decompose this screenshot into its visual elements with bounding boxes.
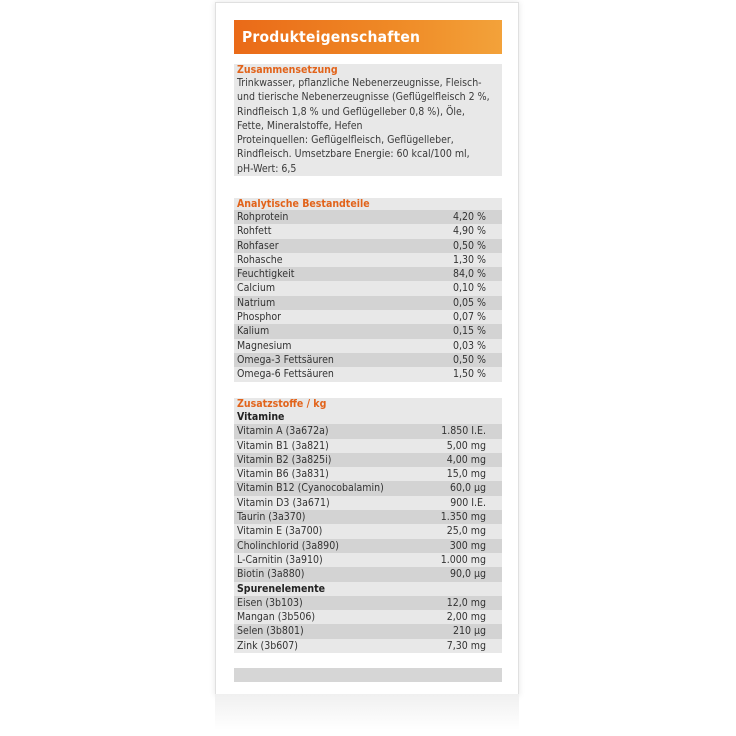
- row-value: 0,03 %: [452, 339, 486, 352]
- row-label: Rohfett: [237, 225, 272, 238]
- row-label: Biotin (3a880): [237, 568, 305, 581]
- row-value: 2,00 mg: [446, 611, 486, 624]
- row-value: 15,0 mg: [446, 468, 486, 481]
- row-value: 0,50 %: [452, 353, 486, 366]
- row-label: Vitamin A (3a672a): [237, 425, 329, 438]
- table-row: [234, 253, 502, 267]
- composition-line: Trinkwasser, pflanzliche Nebenerzeugnisse, Fleisch-: [237, 77, 482, 89]
- row-value: 300 mg: [449, 539, 486, 552]
- additives-title: Zusatzstoffe / kg: [237, 398, 327, 410]
- table-row: [234, 267, 502, 281]
- table-row: [234, 624, 502, 638]
- row-value: 4,20 %: [452, 211, 486, 223]
- row-label: Vitamin B1 (3a821): [237, 439, 329, 452]
- table-row: [234, 296, 502, 310]
- trace-elements-subheading: Spurenelemente: [237, 582, 326, 595]
- composition-title: Zusammensetzung: [237, 64, 338, 76]
- row-label: Vitamin D3 (3a671): [237, 496, 330, 509]
- table-row: [234, 439, 502, 453]
- composition-line: Rindfleisch. Umsetzbare Energie: 60 kcal/100 ml,: [237, 148, 470, 161]
- row-value: 90,0 µg: [449, 568, 486, 581]
- table-row: [234, 553, 502, 567]
- table-row: [234, 610, 502, 624]
- row-label: Mangan (3b506): [237, 611, 316, 624]
- row-label: Selen (3b801): [237, 625, 304, 638]
- row-value: 84,0 %: [452, 268, 486, 281]
- row-value: 25,0 mg: [446, 525, 486, 538]
- page-title: Produkteigenschaften: [234, 20, 502, 54]
- row-value: 0,15 %: [452, 325, 486, 338]
- row-label: Calcium: [237, 282, 276, 295]
- table-row: [234, 481, 502, 495]
- product-info-card: [215, 2, 519, 696]
- row-value: 12,0 mg: [446, 596, 486, 609]
- footer-bar: [234, 668, 502, 682]
- analytics-table: [234, 210, 502, 382]
- row-value: 1,30 %: [452, 253, 486, 266]
- composition-line: pH-Wert: 6,5: [237, 162, 297, 175]
- table-row: [234, 367, 502, 381]
- row-label: Feuchtigkeit: [237, 268, 295, 281]
- row-label: Rohfaser: [237, 239, 279, 252]
- table-row: [234, 496, 502, 510]
- row-value: 0,07 %: [452, 311, 486, 324]
- table-row: [234, 239, 502, 253]
- row-label: Vitamin B2 (3a825i): [237, 453, 332, 466]
- composition-line: Fette, Mineralstoffe, Hefen: [237, 119, 363, 132]
- table-row: [234, 210, 502, 224]
- row-label: Eisen (3b103): [237, 596, 303, 609]
- row-label: Rohasche: [237, 253, 283, 266]
- table-row: [234, 596, 502, 610]
- row-value: 0,10 %: [452, 282, 486, 295]
- table-row: [234, 281, 502, 295]
- additives-section: [234, 398, 502, 653]
- table-row: [234, 453, 502, 467]
- row-value: 1.850 I.E.: [441, 425, 486, 438]
- table-row: [234, 567, 502, 581]
- table-row: [234, 539, 502, 553]
- row-value: 0,50 %: [452, 239, 486, 252]
- row-label: Phosphor: [237, 311, 282, 324]
- vitamins-table: [234, 424, 502, 581]
- analytics-section: [234, 198, 502, 382]
- row-label: Natrium: [237, 296, 276, 309]
- table-row: [234, 467, 502, 481]
- row-label: Vitamin E (3a700): [237, 525, 323, 538]
- row-label: Rohprotein: [237, 211, 289, 223]
- card-shadow: [215, 694, 519, 730]
- analytics-title: Analytische Bestandteile: [237, 198, 370, 210]
- row-label: Omega-3 Fettsäuren: [237, 353, 334, 366]
- table-row: [234, 339, 502, 353]
- row-label: Cholinchlorid (3a890): [237, 539, 339, 552]
- table-row: [234, 510, 502, 524]
- row-value: 60,0 µg: [449, 482, 486, 495]
- row-label: Omega-6 Fettsäuren: [237, 368, 334, 381]
- row-label: Zink (3b607): [237, 639, 298, 652]
- vitamins-subheading: Vitamine: [237, 411, 285, 423]
- row-label: Kalium: [237, 325, 270, 338]
- row-label: Magnesium: [237, 339, 292, 352]
- table-row: [234, 224, 502, 238]
- row-label: Vitamin B6 (3a831): [237, 468, 329, 481]
- composition-line: Rindfleisch 1,8 % und Geflügelleber 0,8 %), Öle,: [237, 105, 465, 118]
- composition-line: Proteinquellen: Geflügelfleisch, Geflügelleber,: [237, 134, 454, 147]
- trace-elements-table: [234, 596, 502, 653]
- row-value: 210 µg: [452, 625, 486, 638]
- row-value: 4,00 mg: [446, 453, 486, 466]
- table-row: [234, 324, 502, 338]
- row-value: 5,00 mg: [446, 439, 486, 452]
- table-row: [234, 310, 502, 324]
- row-value: 1.000 mg: [440, 553, 486, 566]
- row-value: 0,05 %: [452, 296, 486, 309]
- row-value: 900 I.E.: [450, 496, 486, 509]
- composition-section: [234, 64, 502, 176]
- row-label: Vitamin B12 (Cyanocobalamin): [237, 482, 384, 495]
- composition-line: und tierische Nebenerzeugnisse (Geflügelfleisch 2 %,: [237, 91, 490, 104]
- row-value: 7,30 mg: [446, 639, 486, 652]
- composition-text: [234, 76, 502, 176]
- table-row: [234, 424, 502, 438]
- row-value: 4,90 %: [452, 225, 486, 238]
- row-value: 1,50 %: [452, 368, 486, 381]
- table-row: [234, 639, 502, 653]
- row-label: L-Carnitin (3a910): [237, 553, 323, 566]
- table-row: [234, 353, 502, 367]
- table-row: [234, 524, 502, 538]
- row-label: Taurin (3a370): [237, 511, 306, 524]
- row-value: 1.350 mg: [440, 511, 486, 524]
